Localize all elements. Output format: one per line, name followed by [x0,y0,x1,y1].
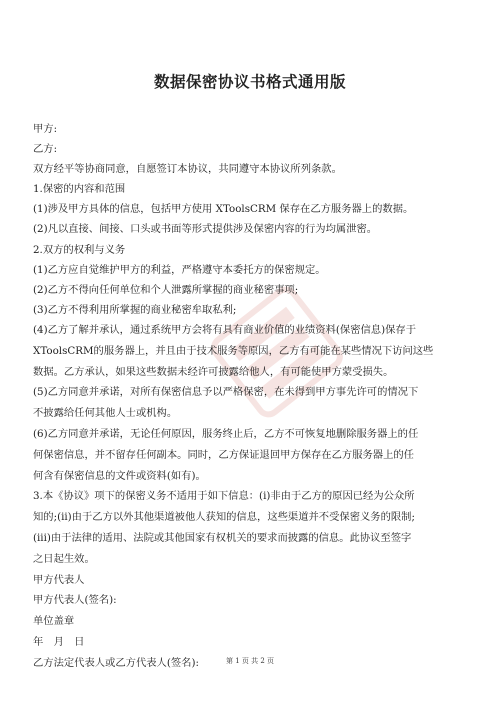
clause-2-1: (1)乙方应自觉维护甲方的利益，严格遵守本委托方的保密规定。 [33,263,326,276]
party-b-line: 乙方: [33,143,58,156]
party-a-representative: 甲方代表人 [33,573,85,586]
section-3-line-1: 3.本《协议》项下的保密义务不适用于如下信息：(i)非由于乙方的原因已经为公众所 [33,490,415,503]
clause-2-6-line-1: (6)乙方同意并承诺，无论任何原因，服务终止后，乙方不可恢复地删除服务器上的任 [33,427,419,440]
section-2-heading: 2.双方的权利与义务 [33,243,126,256]
party-a-signature-line: 甲方代表人(签名): [33,594,117,607]
clause-2-2: (2)乙方不得向任何单位和个人泄露所掌握的商业秘密事项; [33,283,299,296]
party-b-signature-line: 乙方法定代表人或乙方代表人(签名): [33,656,199,669]
clause-2-6-line-2: 何保密信息，并不留存任何副本。同时，乙方保证退回甲方保存在乙方服务器上的任 [33,448,414,461]
clause-2-4-line-3: 数据。乙方承认，如果这些数据未经许可披露给他人，有可能使甲方蒙受损失。 [33,365,394,378]
section-1-heading: 1.保密的内容和范围 [33,183,126,196]
clause-2-5-line-1: (5)乙方同意并承诺，对所有保密信息予以严格保密，在未得到甲方事先许可的情况下 [33,386,419,399]
document-body [33,119,473,673]
clause-2-6-line-3: 何含有保密信息的文件或资料(如有)。 [33,469,206,482]
intro-line: 双方经平等协商同意，自愿签订本协议，共同遵守本协议所列条款。 [33,163,342,176]
clause-2-4-line-2: XToolsCRM的服务器上，并且由于技术服务等原因，乙方有可能在某些情况下访问这些 [33,344,434,357]
section-3-line-4: 之日起生效。 [33,552,95,565]
clause-2-4-line-1: (4)乙方了解并承认，通过系统甲方会将有具有商业价值的业绩资料(保密信息)保存于 [33,323,417,336]
date-line: 年 月 日 [33,635,85,648]
page-number: 第 1 页 共 2 页 [225,657,275,665]
document-title: 数据保密协议书格式通用版 [153,72,346,91]
section-3-line-3: (iii)由于法律的适用、法院或其他国家有权机关的要求而披露的信息。此协议至签字 [33,531,412,544]
company-seal-line: 单位盖章 [33,615,75,628]
clause-1-2: (2)凡以直接、间接、口头或书面等形式提供涉及保密内容的行为均属泄密。 [33,223,378,236]
party-a-line: 甲方: [33,123,58,135]
section-3-line-2: 知的;(ii)由于乙方以外其他渠道被他人获知的信息，这些渠道并不受保密义务的限制; [33,511,415,524]
clause-2-3: (3)乙方不得利用所掌握的商业秘密牟取私利; [33,303,237,316]
clause-1-1: (1)涉及甲方具体的信息，包括甲方使用 XToolsCRM 保存在乙方服务器上的数据。 [33,203,414,216]
clause-2-5-line-2: 不披露给任何其他人士或机构。 [33,407,178,420]
